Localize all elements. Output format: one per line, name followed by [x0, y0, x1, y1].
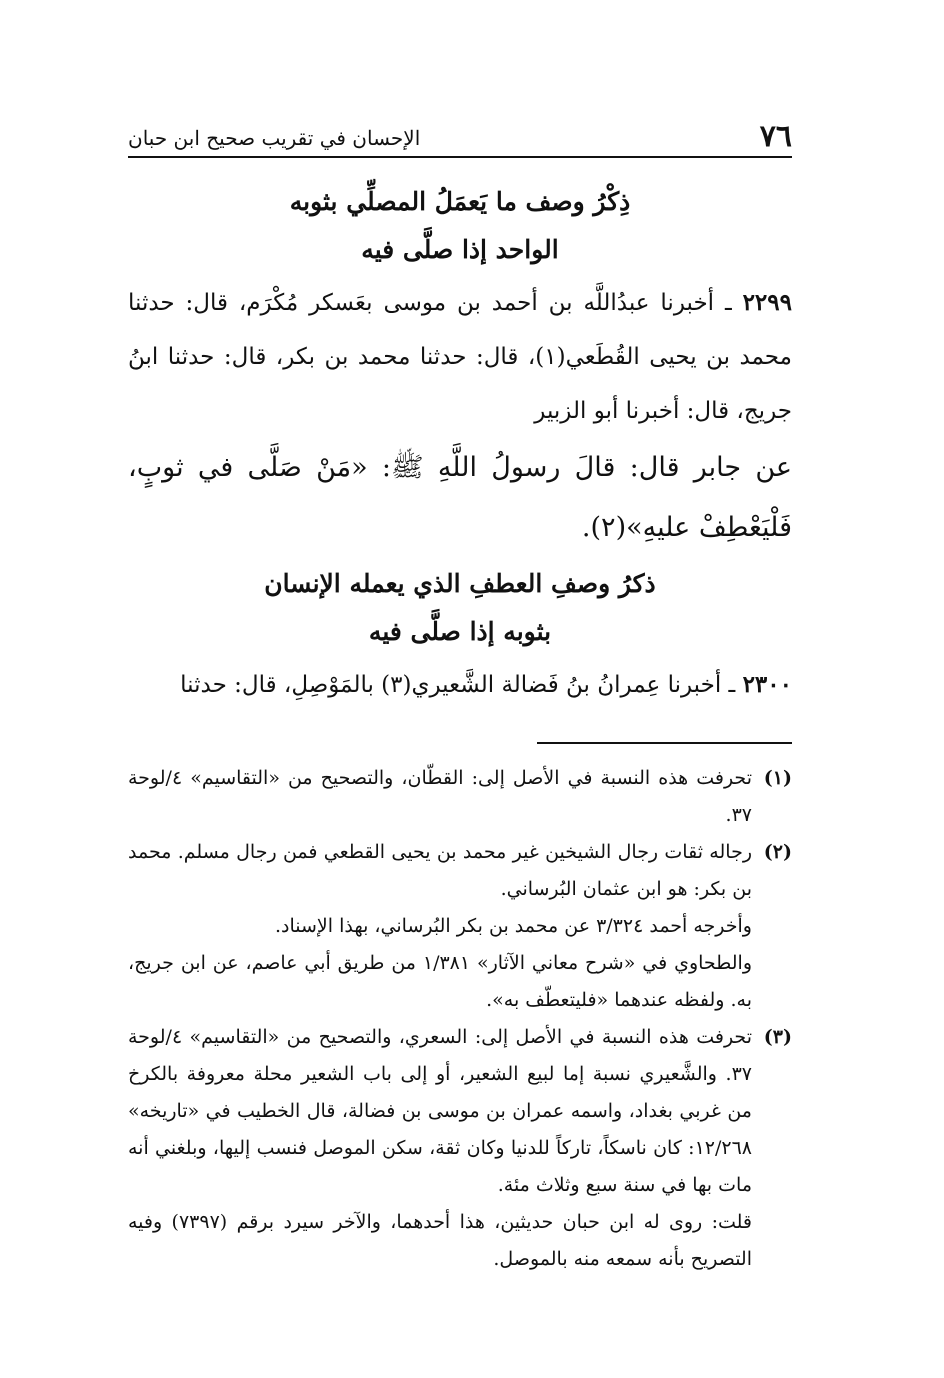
chapter-heading-1 — [128, 178, 792, 274]
chapter-heading-2-line2: بثوبه إذا صلَّى فيه — [368, 617, 552, 646]
hadith-2299-matn: عن جابر قال: قالَ رسولُ اللَّهِ ﷺ: «مَنْ صَلَّى في ثوبٍ، فَلْيَعْطِفْ عليهِ»(٢). — [128, 452, 792, 543]
footnote-2-continuation: والطحاوي في «شرح معاني الآثار» ١/٣٨١ من طريق أبي عاصم، عن ابن جريج، به. ولفظه عندهما «فليتعطّف به». — [128, 952, 753, 1011]
footnote-number: (٣) — [763, 1026, 792, 1048]
chapter-heading-2 — [128, 560, 792, 656]
footnotes — [128, 760, 792, 1278]
page-number: ٧٦ — [759, 119, 792, 154]
hadith-text: ـ أخبرنا عِمرانُ بنُ فَضالة الشَّعيري(٣) بالمَوْصِلِ، قال: حدثنا — [180, 672, 736, 698]
hadith-text: ـ أخبرنا عبدُاللَّه بن أحمد بن موسى بعَسكر مُكْرَم، قال: حدثنا محمد بن يحيى القُطَعي(١)، قال: حدثنا محمد بن بكر، قال: حدثنا ابنُ جريج، قال: أخبرنا أبو الزبير — [128, 290, 792, 424]
hadith-number: ٢٣٠٠ — [742, 671, 792, 698]
footnote-number: (٢) — [763, 841, 792, 863]
footnote-number: (١) — [763, 767, 792, 789]
footnote-3 — [128, 1019, 792, 1204]
footnote-2-continuation: وأخرجه أحمد ٣/٣٢٤ عن محمد بن بكر البُرساني، بهذا الإسناد. — [274, 915, 752, 937]
chapter-heading-1-line1: ذِكْرُ وصف ما يَعمَلُ المصلِّي بثوبه — [289, 187, 631, 216]
chapter-heading-1-line2: الواحد إذا صلَّى فيه — [361, 235, 559, 264]
header-divider — [128, 156, 792, 158]
page-header — [128, 112, 792, 152]
hadith-number: ٢٢٩٩ — [742, 289, 792, 316]
hadith-2300-isnad — [128, 658, 792, 712]
hadith-2299-isnad — [128, 276, 792, 438]
footnote-3-continuation: قلت: روى له ابن حبان حديثين، هذا أحدهما، والآخر سيرد برقم (٧٣٩٧) وفيه التصريح بأنه سمعه منه بالموصل. — [128, 1211, 752, 1270]
chapter-heading-2-line1: ذكرُ وصفِ العطفِ الذي يعمله الإنسان — [264, 569, 656, 598]
footnote-text: رجاله ثقات رجال الشيخين غير محمد بن يحيى القطعي فمن رجال مسلم. محمد بن بكر: هو ابن عثمان البُرساني. — [128, 841, 752, 900]
footnote-text: تحرفت هذه النسبة في الأصل إلى: السعري، والتصحيح من «التقاسيم» ٤/لوحة ٣٧. والشَّعيري نسبة إما لبيع الشعير، أو إلى باب الشعير محلة معروفة بالكرخ من غربي بغداد، واسمه عمران بن موسى بن فضالة، قال الخطيب في «تاريخه» ١٢/٢٦٨: كان ناسكاً، تاركاً للدنيا وكان ثقة، سكن الموصل فنسب إليها، وبلغني أنه مات بها في سنة سبع وثلاث مئة. — [128, 1026, 752, 1196]
footnote-text: تحرفت هذه النسبة في الأصل إلى: القطّان، والتصحيح من «التقاسيم» ٤/لوحة ٣٧. — [128, 767, 752, 826]
footnote-2 — [128, 834, 792, 908]
footnote-divider — [537, 742, 792, 744]
running-title: الإحسان في تقريب صحيح ابن حبان — [128, 126, 421, 150]
footnote-1 — [128, 760, 792, 834]
